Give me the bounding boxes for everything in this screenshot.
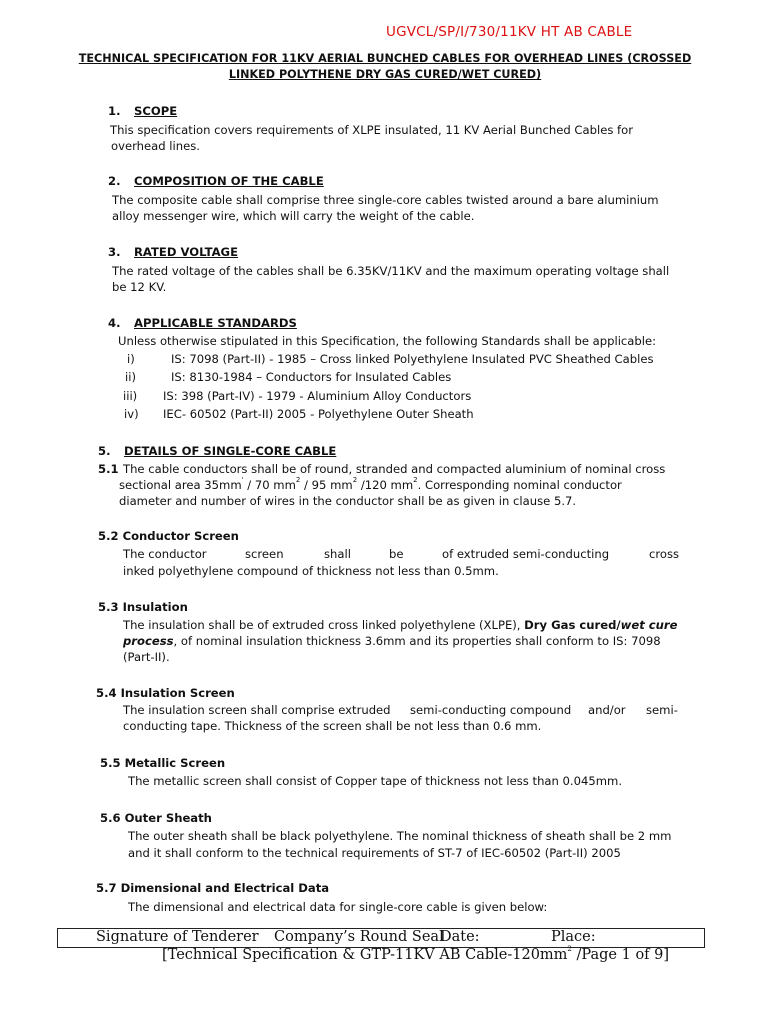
standard-item-number: iv) xyxy=(124,407,139,421)
clause-5-3-line2 xyxy=(123,634,661,648)
clause-5-1-text: / 95 mm xyxy=(300,478,353,492)
clause-5-1-line2 xyxy=(119,478,622,492)
section-4-intro: Unless otherwise stipulated in this Specification, the following Standards shall be applicable: xyxy=(118,334,657,348)
section-2-text-line2: alloy messenger wire, which will carry the weight of the cable. xyxy=(112,209,475,223)
clause-5-3-line1 xyxy=(123,618,677,632)
clause-5-2-word: cross xyxy=(649,547,680,561)
clause-5-1-text: . Corresponding nominal conductor xyxy=(417,478,622,492)
clause-5-7-line1: The dimensional and electrical data for single-core cable is given below: xyxy=(128,900,548,914)
clause-5-4-heading: 5.4 Insulation Screen xyxy=(96,686,235,700)
standard-item-text: IEC- 60502 (Part-II) 2005 - Polyethylene Outer Sheath xyxy=(163,407,474,421)
clause-5-6-line2: and it shall conform to the technical requirements of ST-7 of IEC-60502 (Part-II) 2005 xyxy=(128,846,621,860)
seal-label: Company’s Round Seal xyxy=(274,929,444,945)
section-1-heading: SCOPE xyxy=(134,104,178,118)
clause-5-1-line1: The cable conductors shall be of round, stranded and compacted aluminium of nominal cross xyxy=(123,462,666,476)
document-title-line1: TECHNICAL SPECIFICATION FOR 11KV AERIAL BUNCHED CABLES FOR OVERHEAD LINES (CROSSED xyxy=(78,52,692,65)
clause-5-4-word: and/or xyxy=(588,703,626,717)
clause-5-1-line3: diameter and number of wires in the conductor shall be as given in clause 5.7. xyxy=(119,494,577,508)
clause-5-3-text: The insulation shall be of extruded cross linked polyethylene (XLPE), xyxy=(123,618,525,632)
clause-5-1-text: /120 mm xyxy=(357,478,414,492)
clause-5-1-number: 5.1 xyxy=(98,462,119,476)
clause-5-1-sup: 2 xyxy=(295,476,301,484)
section-3-text-line2: be 12 KV. xyxy=(112,280,167,294)
standard-item-number: i) xyxy=(127,352,135,366)
clause-5-1-text: sectional area 35mm xyxy=(119,478,242,492)
clause-5-2-line2: inked polyethylene compound of thickness not less than 0.5mm. xyxy=(123,564,499,578)
clause-5-4-line2: conducting tape. Thickness of the screen shall be not less than 0.6 mm. xyxy=(123,719,542,733)
page-footer xyxy=(162,947,669,963)
clause-5-3-bold-italic: process xyxy=(123,634,174,648)
clause-5-2-word: screen xyxy=(245,547,284,561)
clause-5-2-word: The conductor xyxy=(123,547,207,561)
section-2-heading: COMPOSITION OF THE CABLE xyxy=(134,174,324,188)
section-2-text-line1: The composite cable shall comprise three single-core cables twisted around a bare aluminium xyxy=(112,193,659,207)
section-3-heading: RATED VOLTAGE xyxy=(134,245,238,259)
clause-5-3-text: , of nominal insulation thickness 3.6mm and its properties shall conform to IS: 7098 xyxy=(173,634,661,648)
section-5-number: 5. xyxy=(98,444,111,458)
clause-5-1-sup: 2 xyxy=(352,476,358,484)
clause-5-2-heading: 5.2 Conductor Screen xyxy=(98,529,239,543)
document-code: UGVCL/SP/I/730/11KV HT AB CABLE xyxy=(386,24,633,40)
clause-5-5-heading: 5.5 Metallic Screen xyxy=(100,756,226,770)
clause-5-2-word: shall xyxy=(324,547,351,561)
clause-5-4-word: semi- xyxy=(646,703,678,717)
section-1-text-line1: This specification covers requirements of XLPE insulated, 11 KV Aerial Bunched Cables for xyxy=(110,123,633,137)
section-1-number: 1. xyxy=(108,104,121,118)
page-footer-page: /Page 1 of 9] xyxy=(571,947,670,963)
section-5-heading: DETAILS OF SINGLE-CORE CABLE xyxy=(124,444,337,458)
clause-5-3-line3: (Part-II). xyxy=(123,650,170,664)
section-2-number: 2. xyxy=(108,174,121,188)
clause-5-6-line1: The outer sheath shall be black polyethylene. The nominal thickness of sheath shall be 2 mm xyxy=(128,829,672,843)
clause-5-4-word: semi-conducting compound xyxy=(410,703,572,717)
standard-item-text: IS: 398 (Part-IV) - 1979 - Aluminium Alloy Conductors xyxy=(163,389,472,403)
section-3-text-line1: The rated voltage of the cables shall be 6.35KV/11KV and the maximum operating voltage shall xyxy=(112,264,670,278)
clause-5-3-bold: Dry Gas cured/ xyxy=(524,618,621,632)
clause-5-1-sup: ' xyxy=(241,476,244,484)
page-footer-sup: 2 xyxy=(567,945,572,953)
date-label: Date: xyxy=(440,929,480,945)
place-label: Place: xyxy=(551,929,596,945)
document-title-line2: LINKED POLYTHENE DRY GAS CURED/WET CURED) xyxy=(228,68,542,81)
clause-5-2-word: of extruded semi-conducting xyxy=(442,547,610,561)
standard-item-text: IS: 7098 (Part-II) - 1985 – Cross linked Polyethylene Insulated PVC Sheathed Cables xyxy=(171,352,654,366)
standard-item-number: iii) xyxy=(123,389,138,403)
clause-5-3-heading: 5.3 Insulation xyxy=(98,600,188,614)
clause-5-7-heading: 5.7 Dimensional and Electrical Data xyxy=(96,881,330,895)
standard-item-number: ii) xyxy=(125,370,136,384)
standard-item-text: IS: 8130-1984 – Conductors for Insulated Cables xyxy=(171,370,452,384)
section-3-number: 3. xyxy=(108,245,121,259)
section-4-heading: APPLICABLE STANDARDS xyxy=(134,316,297,330)
clause-5-5-line1: The metallic screen shall consist of Copper tape of thickness not less than 0.045mm. xyxy=(128,774,623,788)
section-1-text-line2: overhead lines. xyxy=(111,139,200,153)
page-footer-text: [Technical Specification & GTP-11KV AB Cable-120mm xyxy=(162,947,568,963)
clause-5-4-word: The insulation screen shall comprise extruded xyxy=(123,703,391,717)
signature-label: Signature of Tenderer xyxy=(96,929,259,945)
clause-5-2-word: be xyxy=(389,547,404,561)
clause-5-6-heading: 5.6 Outer Sheath xyxy=(100,811,212,825)
section-4-number: 4. xyxy=(108,316,121,330)
clause-5-1-text: / 70 mm xyxy=(243,478,296,492)
clause-5-3-bold-italic: wet cure xyxy=(620,618,678,632)
clause-5-1-sup: 2 xyxy=(413,476,418,484)
